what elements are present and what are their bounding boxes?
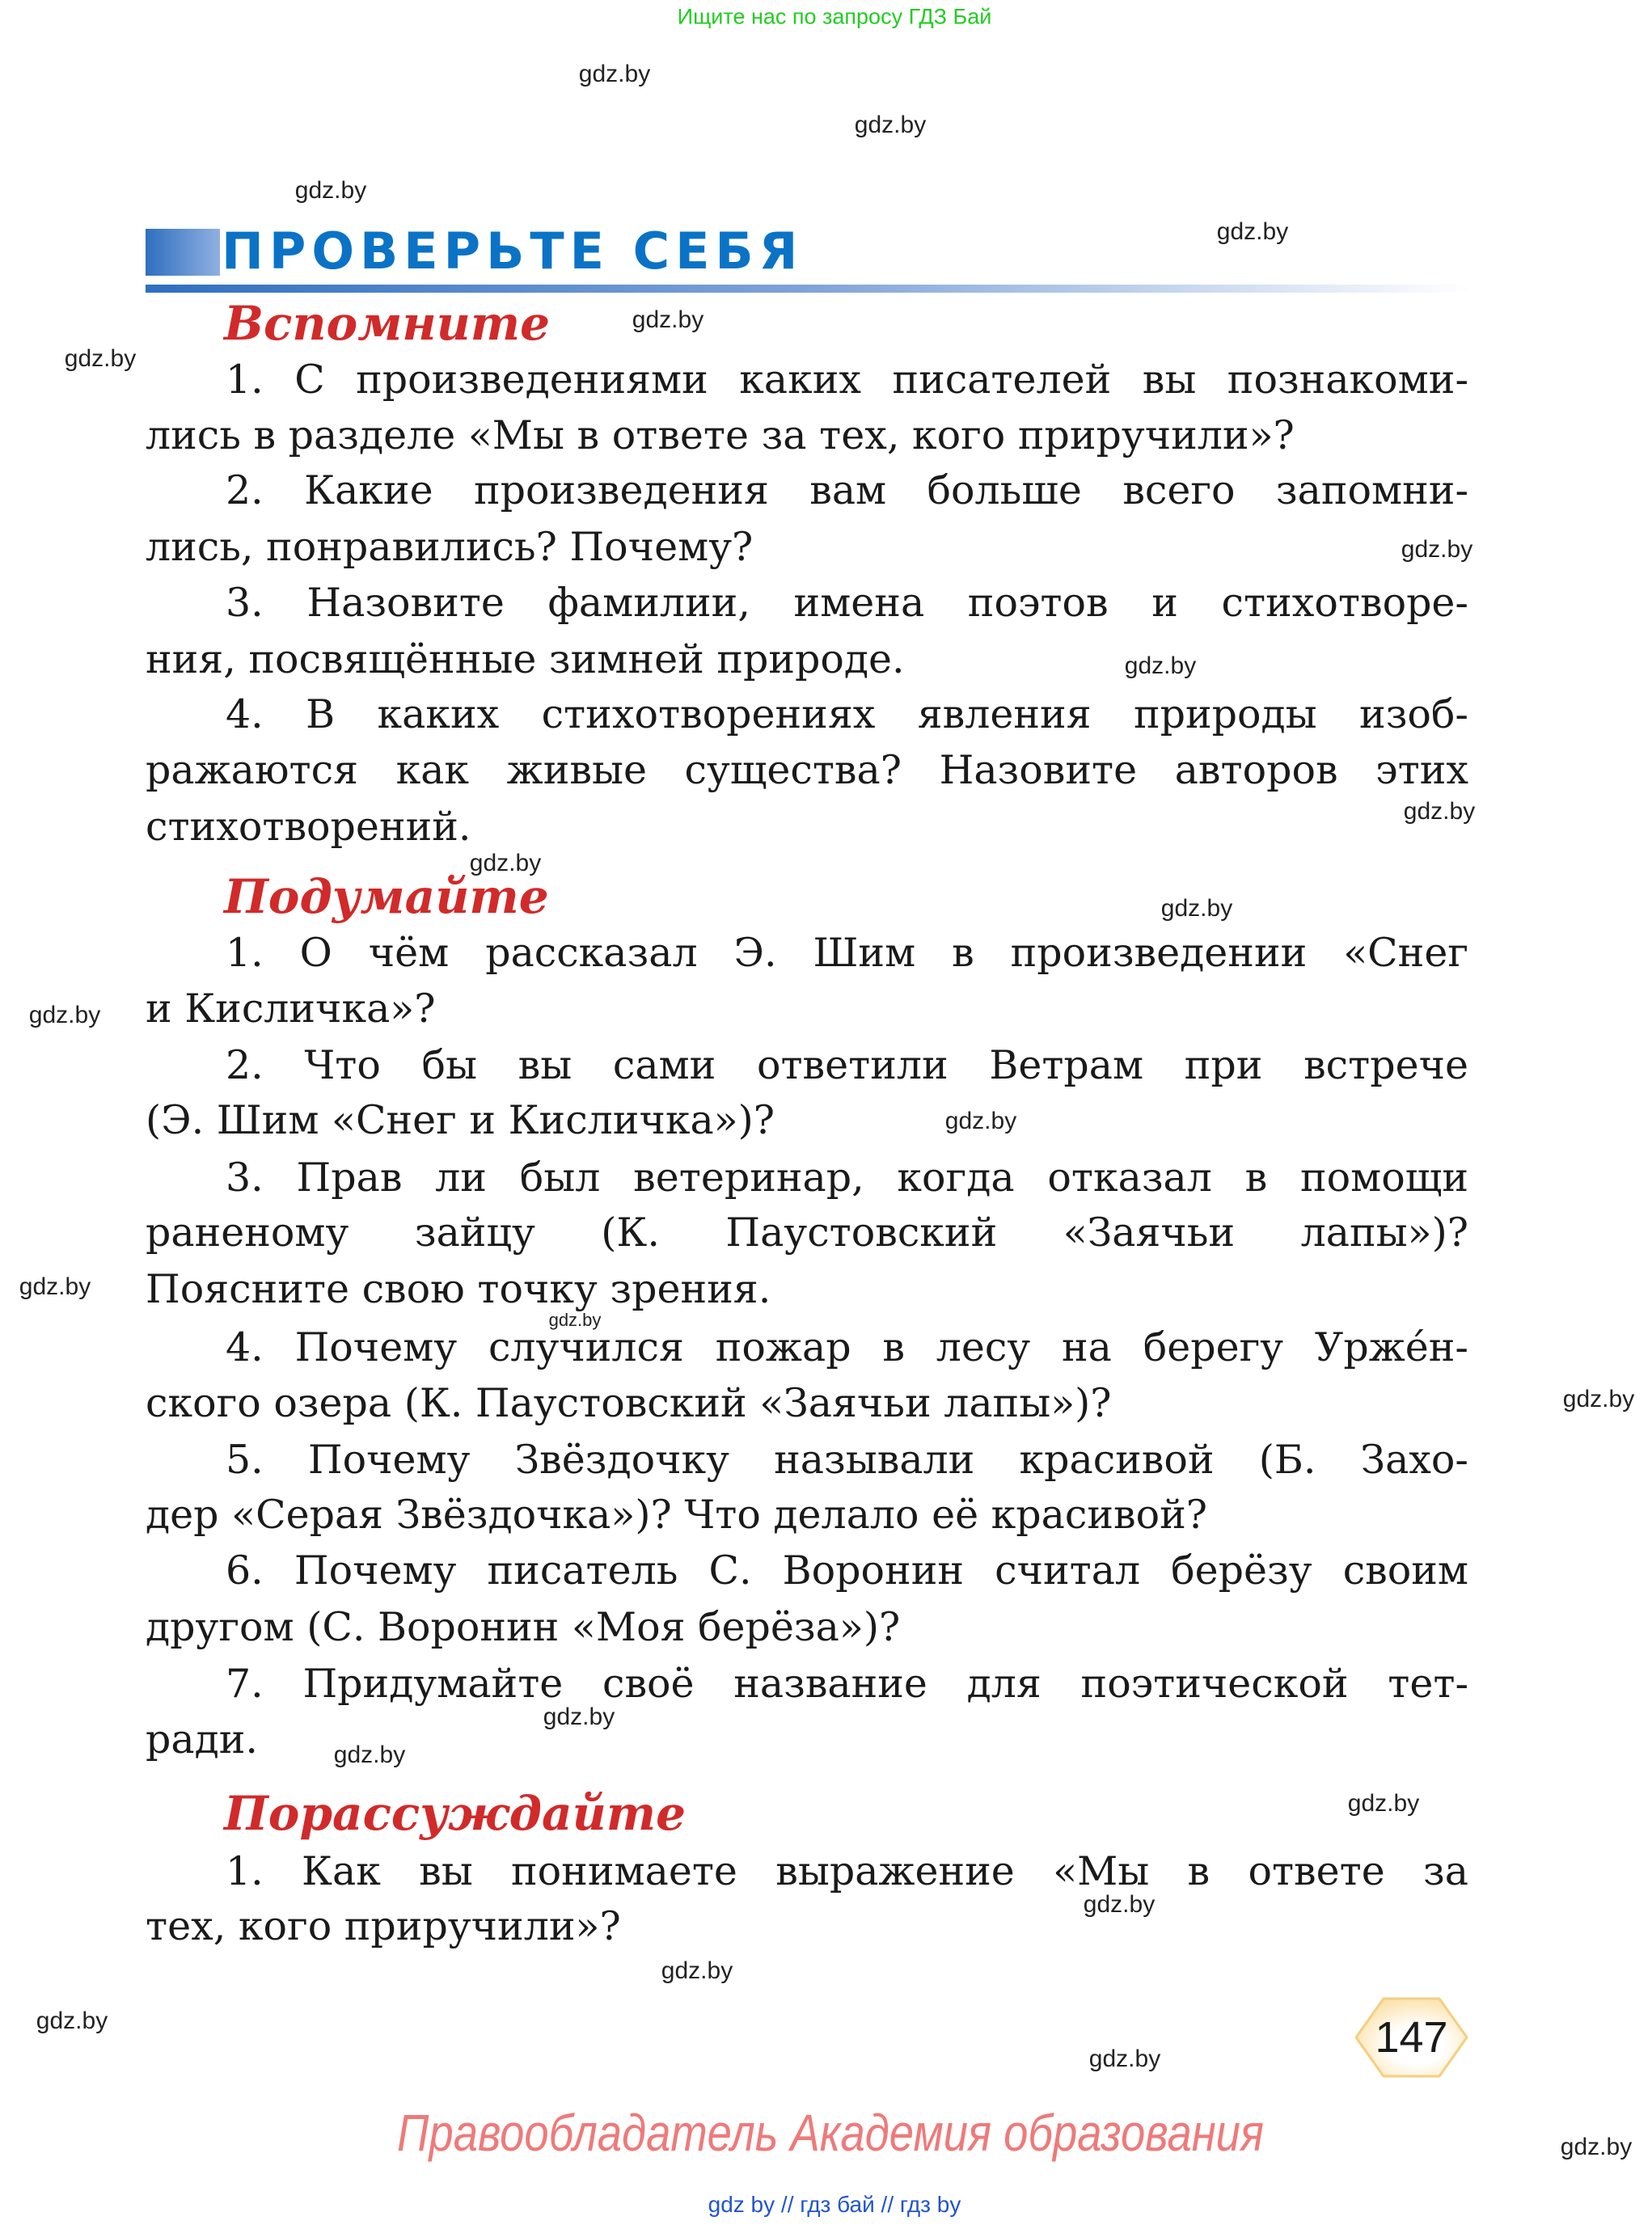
question-line: и Кисличка»?: [146, 986, 436, 1032]
question-line: ради.: [146, 1716, 258, 1763]
watermark: gdz.by: [1562, 1386, 1635, 1412]
question-line: раненому зайцу (К. Паустовский «Заячьи лапы»)?: [146, 1210, 1468, 1256]
question-line: лись в разделе «Мы в ответе за тех, кого приручили»?: [146, 412, 1295, 458]
question-line: 1. С произведениями каких писателей вы познакоми-: [226, 357, 1468, 403]
watermark: gdz.by: [944, 1108, 1017, 1134]
page-number-badge: [1353, 1995, 1470, 2079]
question-line: 2. Что бы вы сами ответили Ветрам при встрече: [226, 1042, 1468, 1088]
page-title: ПРОВЕРЬТЕ СЕБЯ: [222, 222, 804, 281]
watermark: gdz.by: [1347, 1790, 1420, 1817]
section-heading: Вспомните: [224, 296, 551, 351]
top-search-ad[interactable]: Ищите нас по запросу ГДЗ Бай: [677, 4, 992, 29]
question-line: 3. Прав ли был ветеринар, когда отказал в помощи: [226, 1155, 1468, 1201]
watermark: gdz.by: [854, 112, 927, 138]
question-line: 1. Как вы понимаете выражение «Мы в ответе за: [226, 1848, 1468, 1894]
watermark: gdz.by: [1560, 2134, 1633, 2160]
section-heading: Порассуждайте: [224, 1786, 687, 1841]
section-heading: Подумайте: [224, 869, 549, 924]
watermark: gdz.by: [64, 345, 137, 372]
question-line: 4. В каких стихотворениях явления природы изоб-: [226, 691, 1468, 737]
question-line: тех, кого приручили»?: [146, 1903, 621, 1949]
bottom-links[interactable]: gdz by // гдз бай // гдз by: [708, 2192, 961, 2217]
question-line: другом (С. Воронин «Моя берёза»)?: [146, 1604, 901, 1650]
watermark: gdz.by: [1160, 895, 1233, 922]
watermark: gdz.by: [36, 2008, 108, 2034]
title-decor-bar: [146, 229, 220, 276]
watermark: gdz.by: [469, 850, 542, 876]
question-line: лись, понравились? Почему?: [146, 524, 754, 570]
question-line: 2. Какие произведения вам больше всего запомни-: [226, 467, 1468, 513]
question-line: ния, посвящённые зимней природе.: [146, 636, 905, 682]
question-line: стихотворений.: [146, 804, 471, 850]
watermark: gdz.by: [1401, 536, 1473, 563]
watermark: gdz.by: [1083, 1891, 1156, 1918]
watermark: gdz.by: [333, 1742, 406, 1768]
watermark: gdz.by: [19, 1273, 91, 1300]
question-line: 3. Назовите фамилии, имена поэтов и стихотворе-: [226, 580, 1468, 626]
question-line: (Э. Шим «Снег и Кисличка»)?: [146, 1097, 775, 1143]
watermark: gdz.by: [28, 1002, 101, 1028]
watermark: gdz.by: [1216, 218, 1289, 245]
question-line: дер «Серая Звёздочка»)? Что делало её красивой?: [146, 1492, 1207, 1538]
watermark: gdz.by: [543, 1704, 615, 1730]
watermark: gdz.by: [548, 1310, 602, 1330]
watermark: gdz.by: [1403, 798, 1476, 825]
question-line: 7. Придумайте своё название для поэтической тет-: [226, 1661, 1468, 1707]
question-line: Поясните свою точку зрения.: [146, 1266, 771, 1312]
watermark: gdz.by: [1088, 2046, 1161, 2072]
question-line: ражаются как живые существа? Назовите авторов этих: [146, 747, 1468, 793]
question-line: 6. Почему писатель С. Воронин считал берёзу своим: [226, 1547, 1468, 1594]
rights-holder-notice: Правообладатель Академия образования: [397, 2104, 1264, 2162]
question-line: ского озера (К. Паустовский «Заячьи лапы»)?: [146, 1380, 1112, 1426]
watermark: gdz.by: [632, 306, 704, 333]
watermark: gdz.by: [661, 1957, 733, 1984]
watermark: gdz.by: [578, 61, 651, 87]
page-number: 147: [1375, 2013, 1448, 2062]
watermark: gdz.by: [294, 177, 367, 204]
question-line: 5. Почему Звёздочку называли красивой (Б. Захо-: [226, 1437, 1468, 1483]
title-underline: [146, 285, 1472, 293]
question-line: 4. Почему случился пожар в лесу на берегу Урже́н-: [226, 1324, 1468, 1370]
watermark: gdz.by: [1124, 652, 1197, 679]
question-line: 1. О чём рассказал Э. Шим в произведении «Снег: [226, 930, 1468, 976]
